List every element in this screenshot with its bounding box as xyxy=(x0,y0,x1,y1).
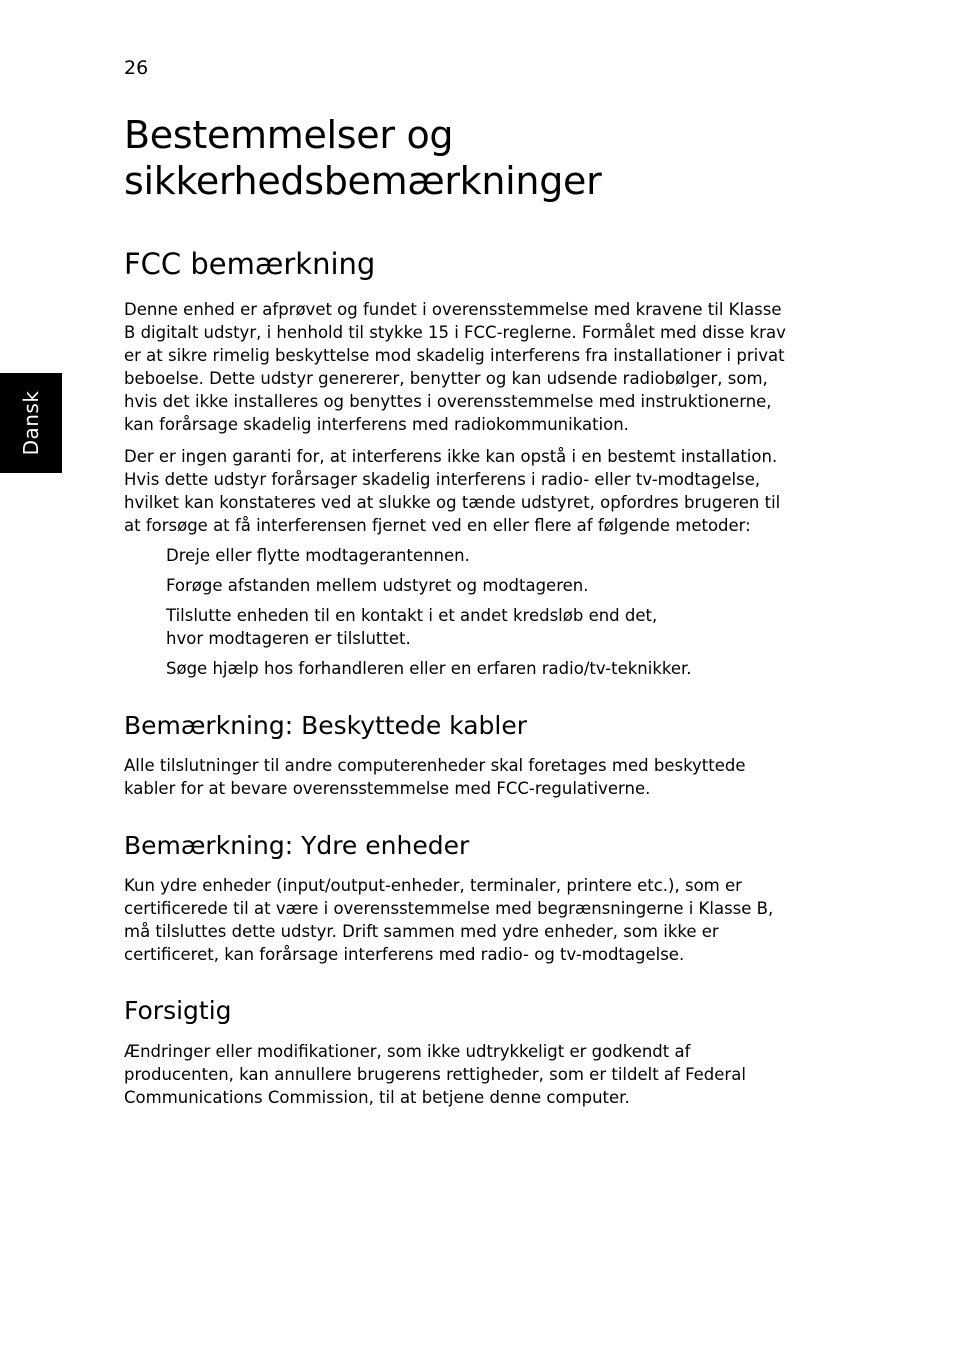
page-title-line: Bestemmelser og xyxy=(124,113,454,157)
peripherals-paragraph xyxy=(124,874,824,966)
text-line: certificeret, kan forårsage interferens med radio- og tv-modtagelse. xyxy=(124,945,685,964)
text-line: er at sikre rimelig beskyttelse mod skadelig interferens fra installationer i privat xyxy=(124,346,785,365)
cables-heading: Bemærkning: Beskyttede kabler xyxy=(124,711,528,740)
page-number: 26 xyxy=(124,57,149,79)
text-line: kabler for at bevare overensstemmelse med FCC-regulativerne. xyxy=(124,779,651,798)
fcc-heading: FCC bemærkning xyxy=(124,247,376,281)
text-line: Communications Commission, til at betjene denne computer. xyxy=(124,1088,630,1107)
text-line: Søge hjælp hos forhandleren eller en erfaren radio/tv-teknikker. xyxy=(166,659,692,678)
list-item xyxy=(166,657,692,680)
page-title xyxy=(124,112,601,204)
list-item xyxy=(166,574,692,597)
caution-paragraph xyxy=(124,1040,824,1109)
caution-heading: Forsigtig xyxy=(124,996,232,1025)
peripherals-heading: Bemærkning: Ydre enheder xyxy=(124,831,470,860)
text-line: Tilslutte enheden til en kontakt i et andet kredsløb end det, xyxy=(166,606,658,625)
text-line: beboelse. Dette udstyr genererer, benytter og kan udsende radiobølger, som, xyxy=(124,369,768,388)
fcc-paragraph-2 xyxy=(124,445,824,537)
cables-paragraph xyxy=(124,754,824,800)
language-tab xyxy=(0,373,62,473)
text-line: at forsøge at få interferensen fjernet ved en eller flere af følgende metoder: xyxy=(124,516,751,535)
fcc-method-list xyxy=(166,544,692,687)
text-line: Hvis dette udstyr forårsager skadelig interferens i radio- eller tv-modtagelse, xyxy=(124,470,761,489)
fcc-paragraph-1 xyxy=(124,298,824,436)
text-line: hvilket kan konstateres ved at slukke og tænde udstyret, opfordres brugeren til xyxy=(124,493,781,512)
text-line: hvor modtageren er tilsluttet. xyxy=(166,629,411,648)
language-tab-label: Dansk xyxy=(19,390,43,456)
list-item xyxy=(166,544,692,567)
text-line: hvis det ikke installeres og benyttes i overensstemmelse med instruktionerne, xyxy=(124,392,772,411)
text-line: Kun ydre enheder (input/output-enheder, terminaler, printere etc.), som er xyxy=(124,876,742,895)
text-line: Der er ingen garanti for, at interferens ikke kan opstå i en bestemt installation. xyxy=(124,447,778,466)
text-line: producenten, kan annullere brugerens rettigheder, som er tildelt af Federal xyxy=(124,1065,746,1084)
text-line: Alle tilslutninger til andre computerenheder skal foretages med beskyttede xyxy=(124,756,746,775)
list-item xyxy=(166,604,692,650)
page-title-line: sikkerhedsbemærkninger xyxy=(124,159,602,203)
text-line: Forøge afstanden mellem udstyret og modtageren. xyxy=(166,576,589,595)
text-line: Denne enhed er afprøvet og fundet i overensstemmelse med kravene til Klasse xyxy=(124,300,782,319)
text-line: må tilsluttes dette udstyr. Drift sammen med ydre enheder, som ikke er xyxy=(124,922,719,941)
text-line: certificerede til at være i overensstemmelse med begrænsningerne i Klasse B, xyxy=(124,899,774,918)
text-line: Dreje eller flytte modtagerantennen. xyxy=(166,546,470,565)
text-line: kan forårsage skadelig interferens med radiokommunikation. xyxy=(124,415,629,434)
text-line: Ændringer eller modifikationer, som ikke udtrykkeligt er godkendt af xyxy=(124,1042,691,1061)
text-line: B digitalt udstyr, i henhold til stykke 15 i FCC-reglerne. Formålet med disse krav xyxy=(124,323,786,342)
